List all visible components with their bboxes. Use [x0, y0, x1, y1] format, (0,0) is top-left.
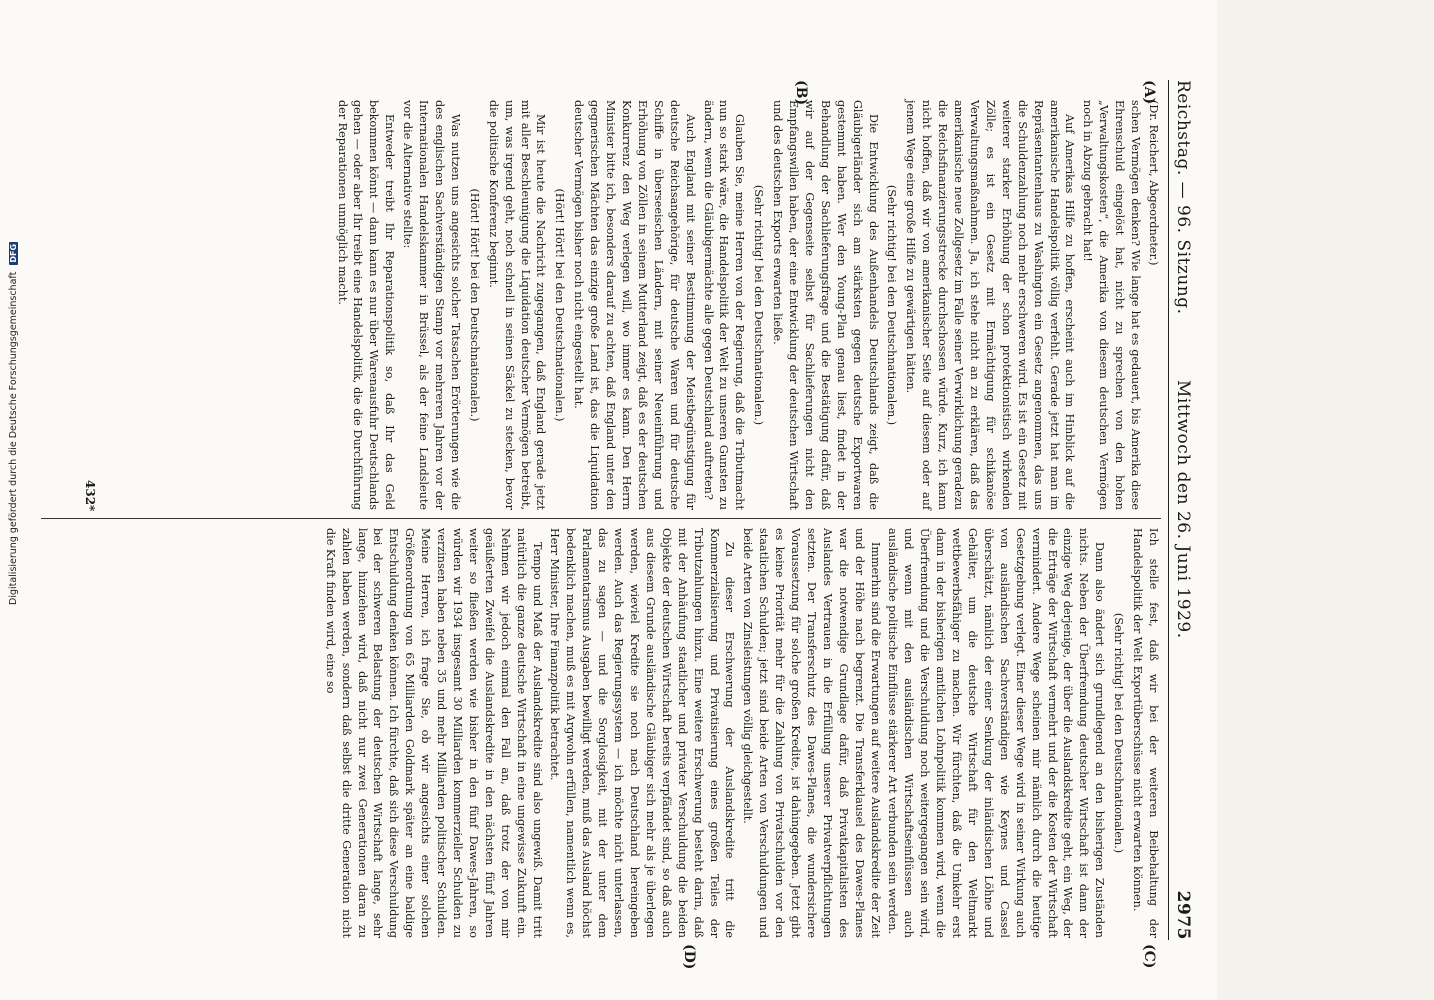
paragraph: Mir ist heute die Nachricht zugegangen, daß England gerade jetzt mit aller Beschleunigung die Liquidation deutscher Vermögen betreibt, um, was irgend geht, noch schnell in seinen Säckel zu stecken, bevor die politische Konferenz beginnt.	[486, 100, 548, 510]
margin-mark-c: (C)	[1141, 944, 1157, 969]
credit-text: Digitalisierung gefördert durch die Deutsche Forschungsgemeinschaft	[8, 271, 19, 605]
column-divider	[41, 518, 1161, 519]
paragraph: Entweder treibt Ihr Reparationspolitik so, daß Ihr das Geld bekommen könnt — dann kann es nur über Warenausfuhr Deutschlands gehen — oder aber Ihr treibt eine Handelspolitik, die die Durchführung der Reparationen unmöglich macht.	[335, 100, 397, 510]
paragraph: Auch England mit seiner Bestimmung der Meistbegünstigung für deutsche Reichsangehörige, für deutsche Waren und für deutsche Schiffe in überseeischen Ländern, mit seiner Neueinführung und Erhöhung von Zöllen in seinem Mutterland zeigt, daß es der deutschen Konkurrenz den Weg verlegen will, wo immer es kann. Den Herrn Minister bitte ich, besonders darauf zu achten, daß England unter den gegnerischen Mächten das einzige große Land ist, das die Liquidation deutscher Vermögen bisher noch nicht eingestellt hat.	[572, 100, 697, 510]
paragraph: (Dr. Reichert, Abgeordneter.)	[1147, 100, 1160, 266]
margin-mark-b: (B)	[793, 80, 809, 106]
footer-page-number: 432*	[83, 480, 97, 512]
header-session: Reichstag. — 96. Sitzung.	[1173, 80, 1193, 315]
digitization-credit	[8, 215, 22, 605]
paragraph: Ich stelle fest, daß wir bei der weiteren Beibehaltung der Handelspolitik der Welt Exportüberschüsse nicht erwarten können.	[1131, 528, 1160, 938]
paragraph: Zu dieser Erschwerung der Auslandskredite tritt die Kommerzialisierung und Privatisierung eines großen Teiles der Tributzahlungen hinzu. Eine weitere Erschwerung besteht darin, daß mit der Anhäufung staatlicher und privater Verschuldung die beiden Objekte der deutschen Wirtschaft bereits verpfändet sind, so daß auch aus diesem Grunde ausländische Gläubiger sich mehr als je überlegen werden, wieviel Kredite sie noch nach Deutschland hereingeben werden. Auch das Regierungssystem — ich möchte nicht unterlassen, das zu sagen — und die Sorglosigkeit, mit der unter dem Parlamentarismus Ausgaben bewilligt werden, muß das Ausland höchst bedenklich machen, muß es mit Argwohn erfüllen, namentlich wenn es, Herr Minister, Ihre Finanzpolitik betrachtet.	[548, 528, 737, 938]
interjection: (Hört! Hört! bei den Deutschnationalen.)	[467, 188, 481, 422]
paragraph: Glauben Sie, meine Herren von der Regierung, daß die Tributmacht nun so stark wäre, die Handelspolitik der Welt zu unseren Gunsten zu ändern, wenn die Gläubigermächte alle gegen Deutschland auftreten?	[701, 100, 747, 510]
paragraph: Dann also ändert sich grundlegend an den bisherigen Zuständen nichts. Neben der Überfremdung deutscher Wirtschaft ist dann der einzige Weg derjenige, der über die Auslandskredite geht, ein Weg, der die Erträge der Wirtschaft vermehrt und der die Kosten der Wirtschaft vermindert. Andere Wege scheinen mir nämlich durch die heutige Gesetzgebung verlegt. Einer dieser Wege wird in seiner Wirkung auch von ausländischen Sachverständigen wie Keynes und Cassel überschätzt, nämlich der einer Senkung der inländischen Löhne und Gehälter, um die deutsche Wirtschaft für den Weltmarkt wettbewerbsfähiger zu machen. Wir fürchten, daß die Umkehr erst dann in der bisherigen amtlichen Lohnpolitik kommen wird, wenn die Überfremdung und die Verschuldung noch weitergegangen sein wird, und wenn mit den ausländischen Wirtschaftseinflüssen auch ausländische politische Einflüsse stärkerer Art verbunden sein werden.	[886, 528, 1107, 938]
paragraph: Auf Amerikas Hilfe zu hoffen, erscheint auch im Hinblick auf die amerikanische Handelspolitik völlig verfehlt. Gerade jetzt hat man im Repräsentantenhaus zu Washington ein Gesetz angenommen, das uns die Schuldenzahlung noch mehr erschweren wird. Es ist ein Gesetz mit weiterer starker Erhöhung der schon protektionistisch wirkenden Zölle; es ist ein Gesetz mit Ermächtigung für schikanöse Verwaltungsmaßnahmen. Ja, ich stehe nicht an zu erklären, daß das amerikanische neue Zollgesetz im Falle seiner Verwirklichung geradezu die Reichsfinanzierungsstrecke durchschossen würde. Kurz, ich kann nicht hoffen, daß wir von amerikanischer Seite auf diesem oder auf jenem Wege eine große Hilfe zu gewärtigen hätten.	[904, 100, 1077, 510]
dfg-logo: DFG	[9, 243, 18, 263]
paragraph: Was nutzen uns angesichts solcher Tatsachen Erörterungen wie die des englischen Sachverständigen Stamp vor mehreren Jahren vor der Internationalen Handelskammer in Brüssel, als der feine Landsleute vor die Alternative stellte:	[401, 100, 462, 510]
page-header	[1168, 80, 1193, 940]
paragraph: Tempo und Maß der Auslandskredite sind also ungewiß. Damit tritt natürlich die ganze deutsche Wirtschaft in eine ungewisse Zukunft ein. Nehmen wir jedoch einmal den Fall an, daß trotz der von mir geäußerten Zweifel die Auslandskredite in den nächsten fünf Jahren weiter so fließen werden wie bisher in den fünf Dawes-Jahren, so würden wir 1934 insgesamt 30 Milliarden kommerzieller Schulden zu verzinsen haben neben 35 und mehr Milliarden politischer Schulden. Meine Herren, ich frage Sie, ob wir angesichts einer solchen Größenordnung von 65 Milliarden Goldmark später an eine baldige Entschuldung denken können. Ich fürchte, daß sich diese Verschuldung bei der schweren Belastung der deutschen Wirtschaft lange, sehr lange, hinziehen wird, daß nicht nur zwei Generationen daran zu zahlen haben werden, sondern daß selbst die dritte Generation nicht die Kraft finden wird, eine so	[323, 528, 544, 938]
margin-mark-d: (D)	[681, 944, 697, 970]
interjection: (Hört! Hört! bei den Deutschnationalen.)	[553, 188, 567, 422]
margin-mark-a: (A)	[1141, 80, 1157, 105]
interjection: (Sehr richtig! bei den Deutschnationalen.)	[1112, 612, 1126, 854]
interjection: (Sehr richtig! bei den Deutschnationalen.)	[885, 184, 899, 426]
interjection: (Sehr richtig! bei den Deutschnationalen.)	[752, 184, 766, 426]
right-text-column	[322, 528, 1161, 938]
header-page-number: 2975	[1173, 890, 1193, 940]
header-date: Mittwoch den 26. Juni 1929.	[1173, 380, 1193, 639]
paragraph: schen Vermögen denken? Wie lange hat es gedauert, bis Amerika diese Ehrenschuld eingelöst hat, nicht zu sprechen von den hohen „Verwaltungskosten“, die Amerika von diesem deutschen Vermögen noch in Abzug gebracht hat!	[1081, 100, 1143, 510]
paragraph: Die Entwicklung des Außenhandels Deutschlands zeigt, daß die Gläubigerländer sich am stärksten gegen deutsche Exportwaren gestemmt haben. Wer den Young-Plan genau liest, findet in der Behandlung der Sachlieferungsfrage und die Bestätigung dafür, daß wir auf der Gegenseite selbst für Sachlieferungen nicht den Empfangswillen haben, der eine Entwicklung der deutschen Wirtschaft und des deutschen Exports erwarten ließe.	[771, 100, 880, 510]
left-text-column	[334, 100, 1161, 510]
paragraph: Immerhin sind die Erwartungen auf weitere Auslandskredite der Zeit und der Höhe nach begrenzt. Die Transferklausel des Dawes-Planes war die notwendige Grundlage dafür, daß Privatkapitalisten des Auslandes Vertrauen in die Erfüllung unserer Privatverpflichtungen setzten. Der Transferschutz des Dawes-Planes, die wundersichere Voraussetzung für solche großen Kredite, ist dahingegeben. Jetzt gibt es keine Priorität mehr für die Zahlung von Privatschulden vor den staatlichen Schulden; jetzt sind beide Arten von Verschuldungen und beide Arten von Zinsleistungen völlig gleichgestellt.	[741, 528, 882, 938]
